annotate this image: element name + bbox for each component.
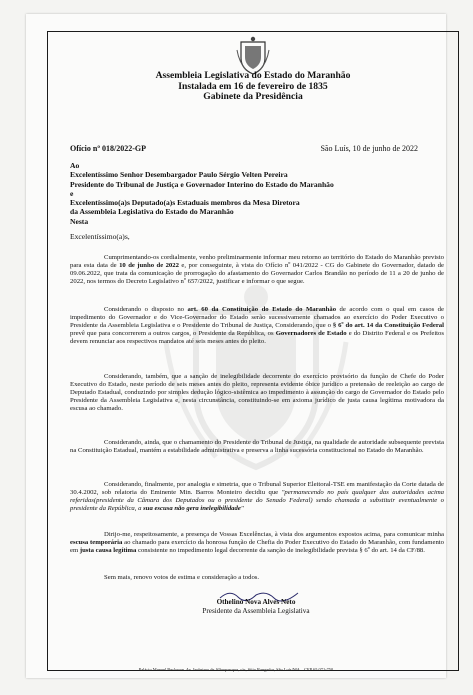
oficio-number: Ofício nº 018/2022-GP bbox=[70, 144, 146, 153]
addressee-line-1: Excelentíssimo Senhor Desembargador Paulo Sérgio Velten Pereira bbox=[70, 170, 288, 180]
signature-block bbox=[176, 598, 336, 615]
paragraph-1 bbox=[70, 254, 444, 286]
p6-justa-causa: justa causa legítima bbox=[79, 547, 137, 555]
p1-return-date: 10 de junho de 2022 bbox=[119, 262, 179, 270]
letterhead-founded: Instalada em 16 de fevereiro de 1835 bbox=[178, 80, 328, 92]
footer-address: Palácio Manuel Beckman. Av. Jerônimo de Albuquerque, s/n, Sítio Rangedor, São Luís/MA – CEP 65.071-750 bbox=[138, 667, 334, 672]
letter-date: São Luís, 10 de junho de 2022 bbox=[320, 144, 418, 153]
signatory-name: Othelino Nova Alves Neto bbox=[216, 598, 296, 606]
p6-text-c: ao chamado para exercício da honrosa função de Chefia do Poder Executivo do Estado do Maranhão, com fundamento em bbox=[70, 539, 445, 555]
p2-art-60: art. 60 da Constituição do Estado do Maranhão bbox=[187, 306, 337, 313]
p5-quote: "permanecendo no país qualquer das autoridades acima referidas(presidente da Câmara dos Deputados ou o presidente do Senado Federal) sendo chamada a substituir eventualmente o presidente da República, a bbox=[70, 489, 444, 513]
p2-governadores: Governadores de Estado bbox=[275, 330, 347, 338]
p5-quote-emphasis: sua escusa não gera inelegibilidade bbox=[143, 505, 241, 513]
signatory-title: Presidente da Assembleia Legislativa bbox=[202, 606, 310, 615]
p6-text-e: consistente no impedimento legal decorrente da sanção de inelegibilidade prevista § 6º do art. 14 da CF/88. bbox=[136, 547, 425, 555]
paragraph-4: Considerando, ainda, que o chamamento do Presidente do Tribunal de Justiça, na qualidade de autoridade subsequente prevista na Constituição Estadual, mantém a estabilidade administrativa e preserva a linha sucessória constitucional no Estado do Maranhão. bbox=[70, 439, 444, 455]
p6-text-a: Dirijo-me, respeitosamente, a presença de Vossas Excelências, à vista dos argumentos expostos acima, para comunicar minha bbox=[104, 531, 444, 538]
paragraph-3: Considerando, também, que a sanção de inelegibilidade decorrente do exercício provisório da função de Chefe do Poder Executivo do Estado, neste período de seis meses antes do pleito, representa evidente óbice jurídico a pretensão de reeleição ao cargo de Deputado Estadual, conduzindo por simples dedução lógico-sistêmica ao impedimento à assunção do cargo de Governador do Estado pelo Presidente da Assembleia Legislativa e, nesta circunstância, constituindo-se em axioma jurídico de justa causa legítima motivadora da escusa ao chamado. bbox=[70, 373, 444, 413]
letterhead-office: Gabinete da Presidência bbox=[203, 91, 303, 102]
addressee-e: e bbox=[70, 188, 74, 198]
p1-text-a: Cumprimentando-os cordialmente, venho preliminarmente informar meu retorno ao território do Estado do Maranhão previsto para esta data de bbox=[70, 254, 444, 270]
closing-line: Sem mais, renovo votos de estima e consideração a todos. bbox=[104, 574, 260, 581]
p2-text-g: e do Distrito Federal e os Prefeitos devem renunciar aos respectivos mandatos até seis meses antes do pleito. bbox=[70, 330, 444, 346]
p2-text-e: prevê que para concorrerem a outros cargos, o Presidente da República, os bbox=[70, 330, 276, 338]
addressee-ao: Ao bbox=[70, 161, 80, 170]
p2-text-a: Considerando o disposto no bbox=[104, 306, 188, 313]
paragraph-2 bbox=[70, 306, 444, 346]
letterhead bbox=[48, 71, 458, 103]
addressee-line-2: Presidente do Tribunal de Justiça e Governador Interino do Estado do Maranhão bbox=[70, 179, 334, 189]
paragraph-5 bbox=[70, 481, 444, 513]
p6-escusa: escusa temporária bbox=[70, 539, 123, 547]
letterhead-institution: Assembleia Legislativa do Estado do Maranhão bbox=[155, 70, 351, 81]
p2-text-c: de acordo com o qual em casos de impedimento do Governador e do Vice-Governador do Estado serão sucessivamente chamados ao exercício do Poder Executivo o Presidente da Assembleia Legislativa e o Presidente do Tribunal de Justiça, Considerando, que o bbox=[70, 306, 444, 330]
p5-quote-end: " bbox=[240, 505, 244, 513]
p1-text-c: e, por conseguinte, à vista do Ofício nº 041/2022 - CG do Gabinete do Governador, datado de 09.06.2022, que trata da comunicação de prorrogação do afastamento do Governador Carlos Brandão no período de 11 a 20 de junho de 2022, nos termos do Decreto Legislativo nº 657/2022, justificar e informar o que segue. bbox=[70, 262, 444, 286]
addressee-line-3: Excelentíssimo(a)s Deputado(a)s Estaduais membros da Mesa Diretora bbox=[70, 198, 300, 208]
p5-text-a: Considerando, finalmente, por analogia e simetria, que o Tribunal Superior Eleitoral-TSE em manifestação da Corte datada de 30.4.2002, sob relatoria do Eminente Min. Barros Monteiro decidiu que bbox=[70, 481, 444, 497]
p2-art-14: § 6º do art. 14 da Constituição Federal bbox=[332, 322, 444, 330]
paragraph-6 bbox=[70, 531, 444, 555]
addressee-line-4: da Assembleia Legislativa do Estado do Maranhão bbox=[70, 207, 234, 217]
addressee-block bbox=[70, 161, 438, 226]
document-page bbox=[26, 14, 446, 678]
salutation: Excelentíssimo(a)s, bbox=[70, 232, 130, 241]
page-border bbox=[47, 31, 459, 671]
addressee-nesta: Nesta bbox=[70, 216, 89, 226]
